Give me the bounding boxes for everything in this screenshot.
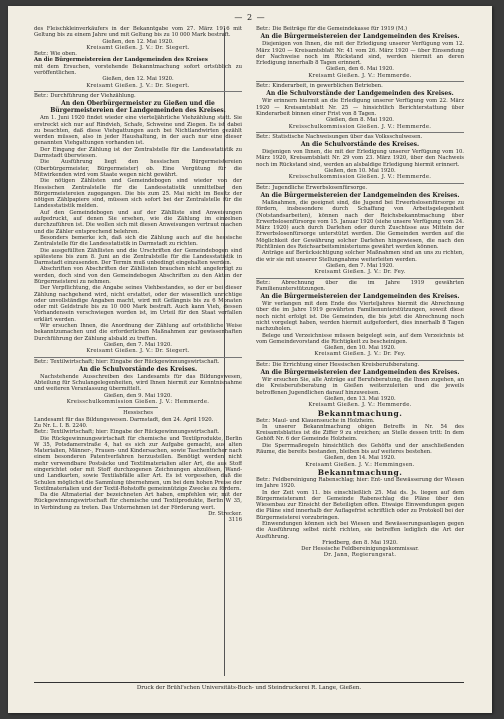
- notice-subject: Betr.: Jugendliche Erwerbslosenfürsorge.: [256, 184, 368, 191]
- notice-signature: Kreisamt Gießen. J. V.: Dr. Siegert.: [86, 44, 190, 51]
- notice-paragraph: des Fleischkleinverkäufers in der Bekanntgabe vom 27. März 1916 mit Geltung bis zu einem Jahre und mit Geltung bis zu 10 000 Mark bestraft.: [34, 26, 242, 39]
- notice-signature: Kreisamt Gießen. J. V.: Hemmerde.: [308, 72, 412, 79]
- columns: [34, 26, 464, 676]
- notice-paragraph: Gießen, den 6. Mai 1920.: [326, 66, 394, 73]
- notice-subject: Betr.: Die Beiträge für die Gemeindekasse für 1919 (M.): [256, 26, 408, 32]
- notice-paragraph: Gießen, den 10. Mai 1920.: [324, 168, 396, 175]
- notice-paragraph: An die Bürgermeistereien der Landgemeinden des Kreises: [34, 57, 208, 64]
- section-divider: [256, 132, 464, 133]
- notice-paragraph: Der Verpflichtung, die Angabe seines Viehbestandes, so der er bei dieser Zählung nachgehend wird, nicht erstattet, oder der wissentlich unrichtige oder unvollständige Angaben macht, wird mit Gefängnis bis zu 6 Monaten oder mit Geldstrafe bis zu 10 000 Mark bestraft. Auch kann Vieh, dessen Vorhandensein verschwiegen worden ist, im Urteil für den Staat verfallen erklärt werden.: [34, 285, 242, 323]
- notice-paragraph: Gießen, den 9. Mai 1920.: [104, 392, 172, 399]
- notice-paragraph: Da die Altmaterial der bezeichneten Art haben, empfehlen wir, mit der Rückgewinnungswirtschaft für chemische und Textilprodukte, Berlin W 35, in Verbindung zu treten. Das Unternehmen ist der Förderung wert.: [34, 492, 242, 511]
- notice-subject: Betr.: Abrechnung über die im Jahre 1919 gewährten Familienunterstützungen.: [256, 279, 464, 292]
- notice-subject: Betr.: Durchführung der Viehzählung.: [34, 92, 136, 99]
- notice-paragraph: Die nötigen Zählisten und Gemeindebogen sind wieder von der Hessischen Zentralstelle für die Landesstatistik unmittelbar den Bürgermeistereien zugegangen. Die bis zum 25. Mai nicht im Besitz der nötigen Zählpapiere sind, müssen sich sofort bei der Zentralstelle für die Landesstatistik melden.: [34, 178, 242, 210]
- notice-subject: Betr.: Feldbereinigung Rabenschlag; hier: Ent- und Bewässerung der Wiesen im Jahre 1920.: [256, 476, 464, 490]
- notice-paragraph: Landesamt für das Bildungswesen. Darmstadt, den 24. April 1920.: [34, 416, 214, 423]
- notice-paragraph: Diejenigen von Ihnen, die mit der Erledigung unserer Verfügung vom 12. März 1920 — Kreisamtsblatt Nr. 41 vom 26. März 1920 — über Einsendung der Nachweise noch im Rückstand sind, werden hiermit an deren Erledigung innerhalb 8 Tagen erinnert.: [256, 41, 464, 67]
- notice-subject: Betr.: Textilwirtschaft; hier: Eingabe der Rückgewinnungswirtschaft.: [34, 429, 220, 436]
- notice-signature: Kreisschulkommission Gießen. J. V.: Hemmerde.: [288, 174, 432, 181]
- notice-paragraph: In unserer Bekanntmachung obigen Betreffs in Nr. 54 des Kreisamtsblattes ist die Ziffer 9 zu streichen; an Stelle dessen tritt: In dem Gehöft Nr. 6 der Gemeinde Holzheim.: [256, 423, 464, 443]
- notice-paragraph: Einwendungen können sich bei Wiesen und Bewässerungsanlagen gegen die Ausführung selbst nicht richten, sie betreffen lediglich die Art der Ausführung.: [256, 521, 464, 540]
- notice-paragraph: Belege und Verzeichnisse müssen beigelegt sein, auf dem Verzeichnis ist vom Gemeindevorstand die Richtigkeit zu bescheinigen.: [256, 332, 464, 345]
- notice-paragraph: Nachstehende Ausschreiben des Landesamts für das Bildungswesen, Abteilung für Schulangelegenheiten, wird Ihnen hiermit zur Kenntnisnahme und weiteren Veranlassung übermittelt.: [34, 373, 242, 393]
- notice-paragraph: Diejenigen von Ihnen, die mit der Erledigung unserer Verfügung vom 10. März 1920, Kreisamtsblatt Nr. 29 vom 23. März 1920, über den Nachweis noch im Rückstand sind, werden an alsbaldige Erledigung hiermit erinnert.: [256, 149, 464, 168]
- section-divider: [256, 183, 464, 184]
- notice-subject: Betr.: Maul- und Klauenseuche in Holzheim.: [256, 417, 375, 424]
- notice-signature: Dr. Jann, Regierungsrat.: [323, 552, 397, 559]
- notice-paragraph: Gießen, den 12. Mai 1920.: [102, 38, 174, 45]
- gazette-page: [8, 6, 492, 713]
- notice-paragraph: Besonders bemerke ich, daß sich die Zählung auch auf die hessische Zentralstelle für die Landesstatistik in Darmstadt zu richten.: [34, 234, 242, 248]
- notice-title: Bekanntmachung.: [317, 408, 403, 418]
- notice-signature: Kreisamt Gießen. J. V.: Hemmingsen.: [305, 461, 415, 468]
- notice-heading: An die Bürgermeistereien der Landgemeinden des Kreises.: [260, 33, 460, 41]
- notice-signature: Kreisschulkommission Gießen. J. V.: Hemmerde.: [288, 123, 432, 130]
- page-number: — 2 —: [234, 13, 266, 22]
- notice-paragraph: Gießen, den 12. Mai 1920.: [102, 76, 174, 83]
- page-marker: 3116: [228, 517, 242, 524]
- notice-heading: An den Oberbürgermeister zu Gießen und die Bürgermeistereien der Landgemeinden des Kreises.: [50, 100, 226, 115]
- printer-imprint: Druck der Brühl'schen Universitäts-Buch- und Steindruckerei R. Lange, Gießen.: [34, 682, 464, 691]
- notice-paragraph: Der Eingang der Zählung ist der Zentralstelle für die Landesstatistik zu Darmstadt überwiesen.: [34, 146, 242, 160]
- notice-paragraph: Gießen, den 14. Mai 1920.: [324, 455, 396, 462]
- notice-paragraph: Dr. Strecker.: [208, 511, 242, 518]
- notice-paragraph: Gießen, den 7. Mai 1920.: [326, 262, 394, 269]
- notice-heading: An die Bürgermeistereien der Landgemeinden des Kreises.: [260, 369, 460, 377]
- section-divider: [34, 91, 242, 92]
- notice-heading: An die Bürgermeistereien der Landgemeinden des Kreises.: [260, 293, 460, 301]
- notice-paragraph: Maßnahmen, die geeignet sind, die Jugend bei Erwerbslosenfürsorge zu fördern, insbesondere durch Schaffung von Arbeitsgelegenheit (Notstandsarbeiten), können nach der Reichsbekanntmachung über Erwerbslosenfürsorge vom 15. Januar 1920 (siehe unsere Verfügung vom 24. März 1920) auch durch Darlehen oder durch Zuschüsse aus Mitteln der Erwerbslosenfürsorge unterstützt werden. Die Gemeinden werden auf die Möglichkeit der Gewährung solcher Darlehen hingewiesen, die nach den Richtlinien des Reichsarbeitsministeriums gewährt werden können.: [256, 199, 464, 251]
- notice-title: Bekanntmachung.: [317, 467, 403, 477]
- notice-paragraph: Zu Nr. L. I. B. 2240.: [34, 422, 88, 429]
- notice-subject: Betr.: Statistische Nachweisungen über das Volksschulwesen.: [256, 133, 423, 140]
- notice-paragraph: Gießen, den 8. Mai 1920.: [326, 117, 394, 124]
- notice-signature: Kreisamt Gießen. J. V.: Dr. Fey.: [314, 351, 406, 358]
- notice-paragraph: Wir verlangen mit dem Ende des Vierteljahres hiermit die Abrechnung über die im Jahre 1919 gewährten Familienunterstützungen, soweit diese noch nicht erfolgt ist. Die Gemeinden, die bis jetzt die Abrechnung noch nicht vorgelegt haben, werden hiermit aufgefordert, dies innerhalb 8 Tagen nachzuholen.: [256, 301, 464, 333]
- notice-subject: Betr.: Wie oben.: [34, 51, 77, 58]
- notice-paragraph: Gießen, den 10. Mai 1920.: [324, 345, 396, 352]
- notice-signature: Kreisamt Gießen. J. V.: Dr. Siegert.: [86, 82, 190, 89]
- notice-paragraph: Wir erinnern hiermit an die Erledigung unserer Verfügung vom 22. März 1920 — Kreisamtsblatt Nr. 25 — hinsichtlich Berichterstattung über Kinderarbeit binnen einer Frist von 8 Tagen.: [256, 98, 464, 117]
- notice-paragraph: Wir ersuchen Ihnen, die Anordnung der Zählung auf ortsübliche Weise bekanntzumachen und die erforderlichen Maßnahmen zur gewissenhaften Durchführung der Zählung alsbald zu treffen.: [34, 323, 242, 342]
- notice-paragraph: Gießen, den 7. Mai 1920.: [104, 341, 172, 348]
- notice-signature: Kreisamt Gießen. J. V.: Dr. Siegert.: [86, 348, 190, 355]
- notice-heading: An die Schulvorstände der Landgemeinden des Kreises.: [266, 90, 454, 98]
- section-divider: [34, 357, 242, 358]
- notice-heading: An die Schulvorstände des Kreises.: [78, 365, 198, 373]
- notice-paragraph: Anträge auf Berücksichtigung solcher Maßnahmen sind an uns zu richten, die wir sie mit unserer Stellungnahme weiterleiten werden.: [256, 250, 464, 263]
- notice-paragraph: Die ausgefüllten Zähllisten und die Urschriften der Gemeindebogen sind spätestens bis zum 8. Juni an die Zentralstelle für die Landesstatistik in Darmstadt einzusenden. Der Termin muß unbedingt eingehalten werden.: [34, 247, 242, 267]
- section-divider: [256, 278, 464, 279]
- section-divider: [118, 407, 158, 408]
- notice-paragraph: Friedberg, den 8. Mai 1920.: [322, 539, 398, 546]
- notice-paragraph: Auf den Gemeindebogen und auf der Zählliste sind Anweisungen aufgedruckt, auf denen Sie ersehen, wie die Zählung im einzelnen durchzuführen ist. Die wollen sich mit diesen Anweisungen vertraut machen und die Zähler entsprechend belehren.: [34, 209, 242, 235]
- notice-paragraph: Am 1. Juni 1920 findet wieder eine vierteljährliche Viehzählung statt. Sie erstreckt sich nur auf Rindvieh, Schafe, Schweine und Ziegen. Es ist dabei zu beachten, daß diese Viehgattungen auch bei Nichtlandwirten gezählt werden müssen, also in jeder Haushaltung, in der auch nur eine dieser genannten Viehgattungen vorhanden ist.: [34, 115, 242, 147]
- notice-subject: Betr.: Kinderarbeit, in gewerblichen Betrieben.: [256, 83, 383, 90]
- notice-paragraph: Wir ersuchen Sie, alle Anträge auf Berufsberatung, die Ihnen zugehen, an die Kreisberufsberatung in Gießen weiterzuleiten und die jeweils betroffenen Jugendlichen darauf hinzuweisen.: [256, 377, 464, 396]
- notice-subject: Betr.: Die Errichtung einer Hessischen Kreisberufsberatung.: [256, 361, 420, 368]
- notice-paragraph: Hessisches: [123, 410, 153, 417]
- notice-paragraph: Die Ausführung liegt den hessischen Bürgermeistereien (Oberbürgermeister, Bürgermeister) ob. Eine Vergütung für die Mitwirkenden wird vom Staate wegen nicht gewährt.: [34, 159, 242, 178]
- left-column: [34, 26, 242, 676]
- notice-heading: An die Schulvorstände des Kreises.: [300, 141, 420, 149]
- notice-heading: An die Bürgermeistereien der Landgemeinden des Kreises.: [260, 191, 460, 199]
- notice-paragraph: Die Rückgewinnungswirtschaft für chemische und Textilprodukte, Berlin W 35, Potsdamerstraße 4, hat es sich zur Aufgabe gemacht, aus alten Materialien, Männer-, Frauen- und Kindersachen, sowie Taschentücher nach einem besonderen Patentverfahren herzustellen. Benötigt werden nicht mehr verwendbare Postsäcke und Textilmaterialien aller Art, die aus Stoff eingerichtet oder mit Stoff durchzogenen Zeichnungen abzulösen, Wand- und Landkarten, sowie Textilabfälle aller Art. Es ist vorgesehen, daß die Schulen möglichst die Sammlung übernehmen, um bei dem hohen Preise der Textilmaterialien und der Textil-Rohstoffe gemeinnützige Zwecke zu fördern.: [34, 435, 242, 492]
- notice-signature: Kreisschulkommission Gießen. J. V.: Hemmerde.: [66, 399, 210, 406]
- notice-signature: Kreisamt Gießen. J. V.: Hemmerde.: [308, 402, 412, 409]
- notice-paragraph: Die Sperrmaßregeln hinsichtlich des Gehöfts und der anschließenden Räume, die bereits bestanden, bleiben bis auf weiteres bestehen.: [256, 442, 464, 456]
- section-divider: [256, 360, 464, 361]
- notice-paragraph: Gießen, den 13. Mai 1920.: [324, 395, 396, 402]
- notice-paragraph: In der Zeit vom 11. bis einschließlich 25. Mai ds. Js. liegen auf dem Bürgermeisteramt der Gemeinde Rabenschlag die Pläne über den Wiesenbau zur Einsicht der Beteiligten offen. Etwaige Einwendungen gegen die Pläne sind innerhalb der Auflagefrist schriftlich oder zu Protokoll bei der Bürgermeisterei vorzubringen.: [256, 489, 464, 521]
- notice-subject: Betr.: Textilwirtschaft; hier: Eingabe der Rückgewinnungswirtschaft.: [34, 358, 220, 365]
- notice-paragraph: mit dem Ersuchen, vorstehende Bekanntmachung sofort ortsüblich zu veröffentlichen.: [34, 63, 242, 77]
- right-column: [256, 26, 464, 676]
- section-divider: [256, 81, 464, 82]
- notice-signature: Kreisamt Gießen. J. V.: Dr. Fey.: [314, 269, 406, 276]
- notice-paragraph: Abschriften von Abschriften der Zähllisten brauchen nicht angefertigt zu werden, doch sind von den Gemeindebogen Abschriften zu den Akten der Bürgermeisterei zu nehmen.: [34, 266, 242, 285]
- notice-paragraph: Der Hessische Feldbereinigungskommissar.: [301, 546, 419, 553]
